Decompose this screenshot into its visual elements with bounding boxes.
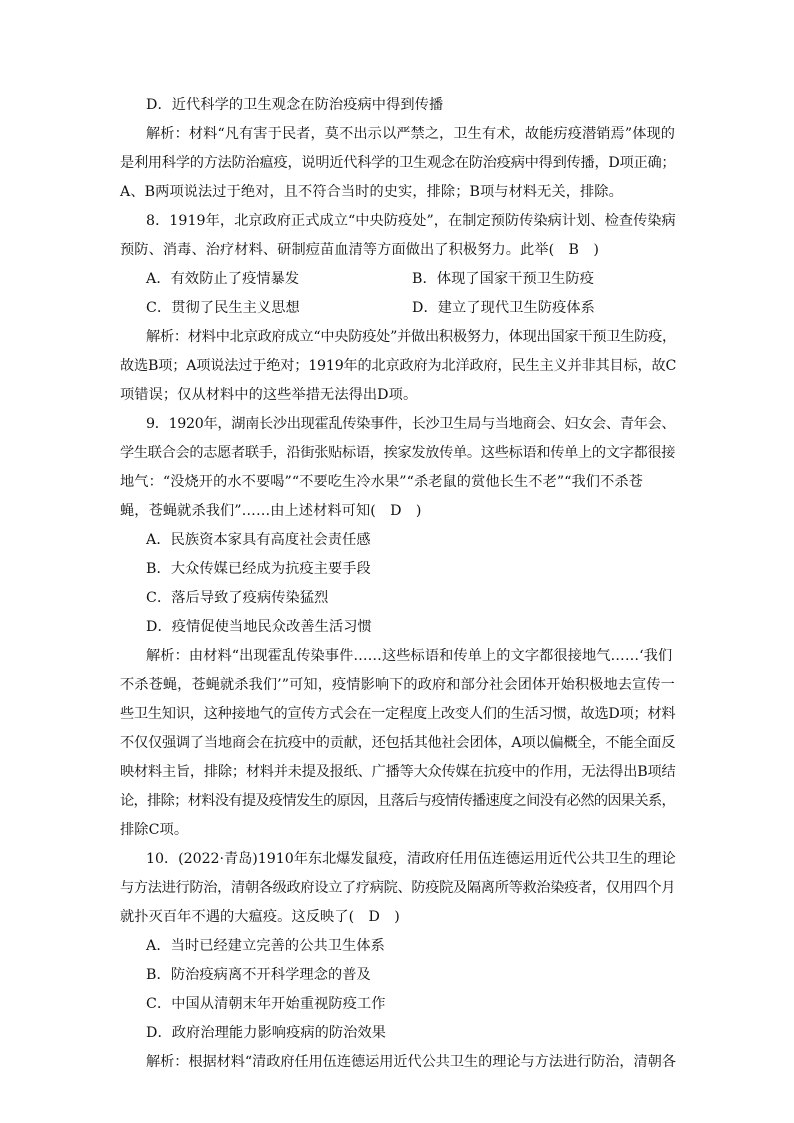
q9-option-d: D．疫情促使当地民众改善生活习惯 <box>146 619 372 635</box>
q9-analysis-line: 排除C项。 <box>120 822 189 838</box>
q9-stem-line: 蝇，苍蝇就杀我们”……由上述材料可知( D ) <box>120 503 422 519</box>
q9-option-b: B．大众传媒已经成为抗疫主要手段 <box>146 561 371 577</box>
q10-option-c: C．中国从清朝末年开始重视防疫工作 <box>146 996 386 1012</box>
q9-stem-line: 学生联合会的志愿者联手，沿街张贴标语，挨家发放传单。这些标语和传单上的文字都很接 <box>120 445 676 461</box>
q9-stem-line: 9．1920年，湖南长沙出现霍乱传染事件，长沙卫生局与当地商会、妇女会、青年会、 <box>146 416 676 432</box>
q7-analysis-line: 解析：材料“凡有害于民者，莫不出示以严禁之，卫生有术，故能疠疫潜销焉”体现的 <box>146 126 676 142</box>
q8-stem-line: 8．1919年，北京政府正式成立“中央防疫处”，在制定预防传染病计划、检查传染病 <box>146 213 676 229</box>
q9-option-c: C．落后导致了疫病传染猛烈 <box>146 590 329 606</box>
q8-stem-line: 预防、消毒、治疗材料、研制痘苗血清等方面做出了积极努力。此举( B ) <box>120 242 599 258</box>
q7-analysis-line: 是利用科学的方法防治瘟疫，说明近代科学的卫生观念在防治疫病中得到传播，D项正确； <box>120 155 676 171</box>
q8-analysis-line: 项错误；仅从材料中的这些举措无法得出D项。 <box>120 387 418 403</box>
q9-analysis-line: 不杀苍蝇，苍蝇就杀我们’”可知，疫情影响下的政府和部分社会团体开始积极地去宣传一 <box>120 677 675 693</box>
q10-option-b: B．防治疫病离不开科学理念的普及 <box>146 967 371 983</box>
q7-analysis-line: A、B两项说法过于绝对，且不符合当时的史实，排除；B项与材料无关，排除。 <box>120 184 623 200</box>
q9-option-a: A．民族资本家具有高度社会责任感 <box>146 532 371 548</box>
q8-option-d: D．建立了现代卫生防疫体系 <box>412 300 595 316</box>
q9-analysis-line: 些卫生知识，这种接地气的宣传方式会在一定程度上改变人们的生活习惯，故选D项；材料 <box>120 706 676 722</box>
q9-stem-line: 地气：“没烧开的水不要喝”“不要吃生冷水果”“杀老鼠的赏他长生不老”“我们不杀苍 <box>120 474 643 490</box>
q9-analysis-line: 不仅仅强调了当地商会在抗疫中的贡献，还包括其他社会团体，A项以偏概全，不能全面反 <box>120 735 676 751</box>
q10-option-d: D．政府治理能力影响疫病的防治效果 <box>146 1025 387 1041</box>
q9-analysis-line: 解析：由材料“出现霍乱传染事件……这些标语和传单上的文字都很接地气……‘我们 <box>146 648 673 664</box>
q9-analysis-line: 映材料主旨，排除；材料并未提及报纸、广播等大众传媒在抗疫中的作用，无法得出B项结 <box>120 764 676 780</box>
q10-stem-line: 10．(2022·青岛)1910年东北爆发鼠疫，清政府任用伍连德运用近代公共卫生的理论 <box>146 851 676 867</box>
q8-analysis-line: 解析：材料中北京政府成立“中央防疫处”并做出积极努力，体现出国家干预卫生防疫， <box>146 329 677 345</box>
q10-stem-line: 与方法进行防治，清朝各级政府设立了疗病院、防疫院及隔离所等救治染疫者，仅用四个月 <box>120 880 676 896</box>
q9-analysis-line: 论，排除；材料没有提及疫情发生的原因，且落后与疫情传播速度之间没有必然的因果关系， <box>120 793 676 809</box>
q10-analysis-line: 解析：根据材料“清政府任用伍连德运用近代公共卫生的理论与方法进行防治，清朝各 <box>146 1054 676 1070</box>
q10-option-a: A．当时已经建立完善的公共卫生体系 <box>146 938 385 954</box>
q8-option-c: C．贯彻了民生主义思想 <box>146 300 300 316</box>
q8-option-b: B．体现了国家干预卫生防疫 <box>412 271 594 287</box>
q7-option-d: D．近代科学的卫生观念在防治疫病中得到传播 <box>146 97 444 113</box>
q10-stem-line: 就扑灭百年不遇的大瘟疫。这反映了( D ) <box>120 909 400 925</box>
q8-option-a: A．有效防止了疫情暴发 <box>146 271 300 287</box>
q8-analysis-line: 故选B项；A项说法过于绝对；1919年的北京政府为北洋政府，民生主义并非其目标，故C <box>120 358 677 374</box>
